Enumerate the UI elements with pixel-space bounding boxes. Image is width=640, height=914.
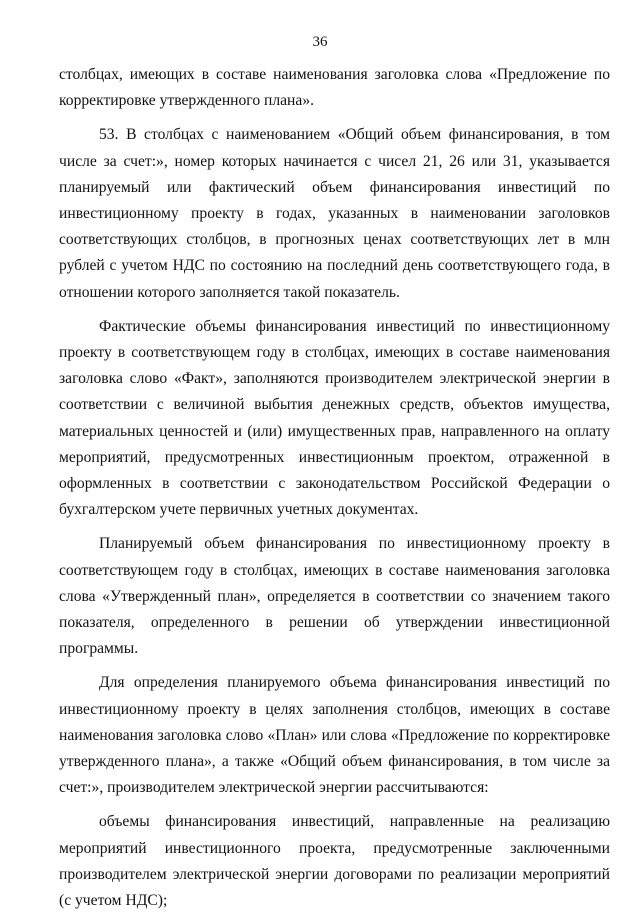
document-body <box>59 62 610 914</box>
paragraph-continuation: столбцах, имеющих в составе наименования заголовка слова «Предложение по корректировке утвержденного плана». <box>59 66 610 110</box>
paragraph-planned-volume: Планируемый объем финансирования по инвестиционному проекту в соответствующем году в столбцах, имеющих в составе наименования заголовка слова «Утвержденный план», определяется в соответствии со значением такого показателя, определенного в решении об утверждении инвестиционной программы. <box>59 535 610 658</box>
paragraph-item-53: 53. В столбцах с наименованием «Общий объем финансирования, в том числе за счет:», номер которых начинается с чисел 21, 26 или 31, указывается планируемый или фактический объем финансирования инвестиций по инвестиционному проекту в годах, указанных в наименовании заголовков соответствующих столбцов, в прогнозных ценах соответствующих лет в млн рублей с учетом НДС по состоянию на последний день соответствующего года, в отношении которого заполняется такой показатель. <box>59 126 610 301</box>
paragraph-actual-volumes: Фактические объемы финансирования инвестиций по инвестиционному проекту в соответствующем году в столбцах, имеющих в составе наименования заголовка слово «Факт», заполняются производителем электрической энергии в соответствии с величиной выбытия денежных средств, объектов имущества, материальных ценностей и (или) имущественных прав, направленного на оплату мероприятий, предусмотренных инвестиционным проектом, отраженной в оформленных в соответствии с законодательством Российской Федерации о бухгалтерском учете первичных учетных документах. <box>59 317 610 519</box>
page-number: 36 <box>312 34 328 50</box>
paragraph-determination: Для определения планируемого объема финансирования инвестиций по инвестиционному проекту в целях заполнения столбцов, имеющих в составе наименования заголовка слово «План» или слова «Предложение по корректировке утвержденного плана», а также «Общий объем финансирования, в том числе за счет:», производителем электрической энергии рассчитываются: <box>59 674 610 797</box>
paragraph-financing-volumes: объемы финансирования инвестиций, направленные на реализацию мероприятий инвестиционного проекта, предусмотренные заключенными производителем электрической энергии договорами по реализации мероприятий (с учетом НДС); <box>59 813 610 910</box>
